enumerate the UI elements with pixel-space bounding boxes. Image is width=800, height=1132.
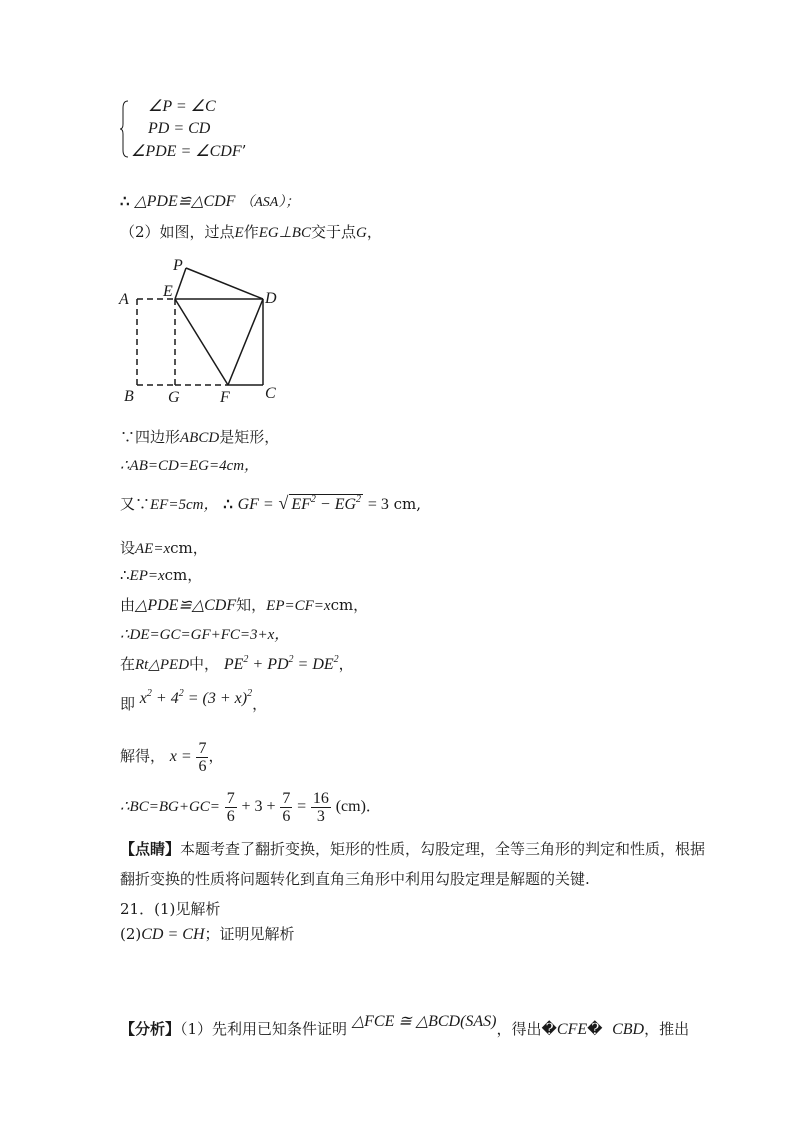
q21-part2: (2)CD = CH；证明见解析 xyxy=(120,925,295,943)
system-brace xyxy=(119,100,129,158)
comment-line-2: 翻折变换的性质将问题转化到直角三角形中利用勾股定理是解题的关键. xyxy=(120,870,590,888)
rt-triangle-line: 在Rt△PED中， $PE^2 + PD^2 = DE^2$， xyxy=(120,654,354,673)
let-ae-line: 设AE=xcm， xyxy=(120,539,208,557)
label-p: P xyxy=(173,257,183,274)
solve-line: 解得， x = $\frac{7}{6}$ ， xyxy=(120,739,224,775)
label-e: E xyxy=(163,283,173,300)
analysis-line: 【分析】（1）先利用已知条件证明 △FCE ≅ △BCD(SAS)，得出�CFE� CBD，推出 xyxy=(120,1013,690,1038)
label-f: F xyxy=(220,389,230,406)
system-eq-1: ∠P = ∠C xyxy=(148,98,216,115)
gf-computation-line: 又∵EF=5cm， ∴ GF = √ $EF^2 - EG^2 = 3$ cm, xyxy=(120,493,422,513)
label-a: A xyxy=(119,291,129,308)
de-gc-line: ∴DE=GC=GF+FC=3+x， xyxy=(120,627,290,643)
segment-pd xyxy=(186,268,263,299)
rect-given-line: ∵四边形ABCD是矩形， xyxy=(120,428,280,446)
bc-result-line: ∴BC=BG+GC= $\frac{7}{6}$ + 3 + $\frac{7}{6}$ = $\frac{16}{3}$ (cm)． xyxy=(120,789,381,825)
ep-line: ∴EP=xcm， xyxy=(120,566,203,584)
segment-df xyxy=(228,299,263,385)
system-eq-3: ∠PDE = ∠CDF’ xyxy=(131,142,247,160)
label-g: G xyxy=(168,389,180,406)
ab-cd-eg-line: ∴AB=CD=EG=4cm， xyxy=(120,458,260,474)
therefore-congruent-line: ∴ △PDE≌△CDF （ASA）； xyxy=(120,192,300,210)
label-d: D xyxy=(265,290,277,307)
part2-intro-line: （2）如图，过点E作EG⊥BC交于点G， xyxy=(120,223,382,241)
label-c: C xyxy=(265,385,276,402)
by-congruence-line: 由△PDE≌△CDF知，EP=CF=xcm， xyxy=(120,596,369,614)
comment-line-1: 【点睛】本题考查了翻折变换，矩形的性质，勾股定理，全等三角形的判定和性质，根据 xyxy=(120,840,706,858)
equation-line: 即 $x^2 + 4^2 = (3 + x)^2$， xyxy=(120,688,268,713)
label-b: B xyxy=(124,388,134,405)
q21-title: 21．(1)见解析 xyxy=(120,900,221,918)
system-eq-2: PD = CD xyxy=(148,120,211,137)
segment-ef xyxy=(175,299,228,385)
geometry-figure xyxy=(115,252,285,410)
